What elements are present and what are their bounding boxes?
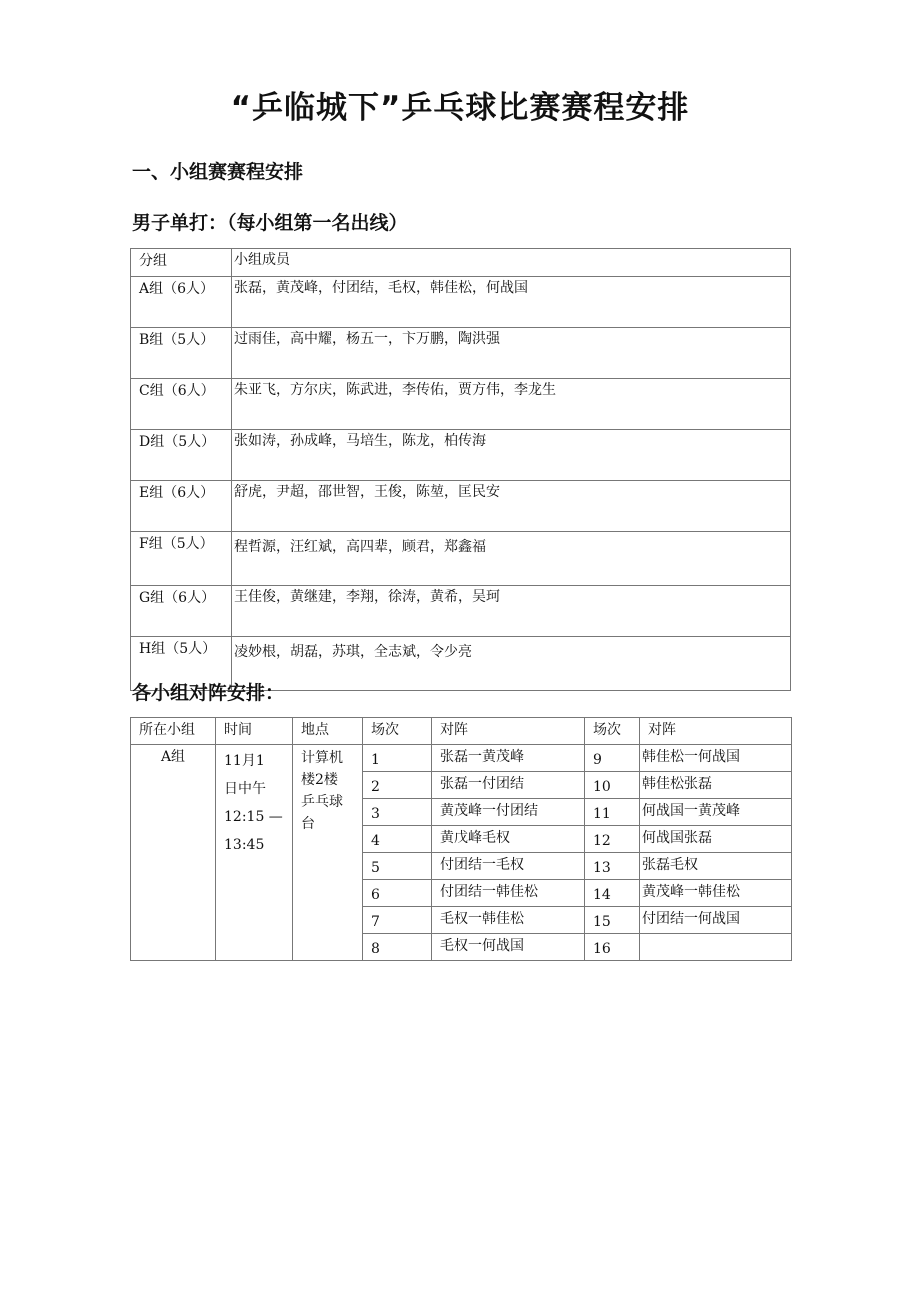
match-number: 7 bbox=[363, 907, 432, 934]
schedule-table bbox=[130, 717, 792, 961]
matchup: 张磊毛权 bbox=[640, 853, 792, 880]
matchup: 付团结一韩佳松 bbox=[432, 880, 585, 907]
table-row bbox=[131, 586, 791, 637]
time-line: 13:45 bbox=[224, 837, 265, 853]
place-line: 台 bbox=[301, 816, 315, 832]
matchup: 付团结一何战国 bbox=[640, 907, 792, 934]
group-cell: E组（6人） bbox=[131, 481, 232, 532]
time-line: 11月1 bbox=[224, 753, 265, 769]
match-number: 2 bbox=[363, 772, 432, 799]
section-heading-matchups: 各小组对阵安排： bbox=[132, 682, 285, 704]
time-line: 12:15 — bbox=[224, 809, 283, 825]
group-cell: C组（6人） bbox=[131, 379, 232, 430]
matchup: 付团结一毛权 bbox=[432, 853, 585, 880]
members-cell: 程哲源，汪红斌，高四辈，顾君，郑鑫福 bbox=[232, 532, 791, 586]
table-header-row bbox=[131, 718, 792, 745]
members-cell: 舒虎，尹超，邵世智，王俊，陈堃，匡民安 bbox=[232, 481, 791, 532]
members-cell: 朱亚飞，方尔庆，陈武进，李传佑，贾方伟，李龙生 bbox=[232, 379, 791, 430]
document-title: “乒临城下”乒乓球比赛赛程安排 bbox=[230, 90, 690, 126]
table-row bbox=[131, 328, 791, 379]
group-cell: G组（6人） bbox=[131, 586, 232, 637]
table-row bbox=[131, 379, 791, 430]
group-cell: F组（5人） bbox=[131, 532, 232, 586]
match-number: 14 bbox=[585, 880, 640, 907]
match-number: 1 bbox=[363, 745, 432, 772]
groups-table bbox=[130, 248, 791, 691]
table-row bbox=[131, 481, 791, 532]
match-number: 8 bbox=[363, 934, 432, 961]
members-cell: 张磊，黄茂峰，付团结，毛权，韩佳松，何战国 bbox=[232, 277, 791, 328]
place-line: 乒乓球 bbox=[301, 794, 343, 810]
time-line: 日中午 bbox=[224, 781, 266, 797]
header-place: 地点 bbox=[293, 718, 363, 745]
table-header-row bbox=[131, 249, 791, 277]
header-group: 分组 bbox=[131, 249, 232, 277]
header-match-no-2: 场次 bbox=[585, 718, 640, 745]
group-cell: A组（6人） bbox=[131, 277, 232, 328]
matchup: 黄茂峰一韩佳松 bbox=[640, 880, 792, 907]
match-number: 16 bbox=[585, 934, 640, 961]
group-cell: H组（5人） bbox=[131, 637, 232, 691]
members-cell: 王佳俊，黄继建，李翔，徐涛，黄希，吴珂 bbox=[232, 586, 791, 637]
members-cell: 过雨佳，高中耀，杨五一，卞万鹏，陶洪强 bbox=[232, 328, 791, 379]
match-number: 12 bbox=[585, 826, 640, 853]
table-row bbox=[131, 532, 791, 586]
matchup: 张磊一付团结 bbox=[432, 772, 585, 799]
match-number: 11 bbox=[585, 799, 640, 826]
matchup: 韩佳松一何战国 bbox=[640, 745, 792, 772]
match-number: 9 bbox=[585, 745, 640, 772]
header-members: 小组成员 bbox=[232, 249, 791, 277]
table-row bbox=[131, 745, 792, 772]
members-cell: 张如涛，孙成峰，马培生，陈龙，柏传海 bbox=[232, 430, 791, 481]
matchup: 毛权一何战国 bbox=[432, 934, 585, 961]
match-number: 4 bbox=[363, 826, 432, 853]
matchup: 毛权一韩佳松 bbox=[432, 907, 585, 934]
section-heading-mens-singles: 男子单打：（每小组第一名出线） bbox=[132, 212, 408, 234]
matchup: 张磊一黄茂峰 bbox=[432, 745, 585, 772]
table-row bbox=[131, 430, 791, 481]
group-cell: B组（5人） bbox=[131, 328, 232, 379]
matchup: 韩佳松张磊 bbox=[640, 772, 792, 799]
match-number: 15 bbox=[585, 907, 640, 934]
header-group: 所在小组 bbox=[131, 718, 216, 745]
matchup: 何战国张磊 bbox=[640, 826, 792, 853]
matchup: 何战国一黄茂峰 bbox=[640, 799, 792, 826]
place-line: 计算机 bbox=[301, 750, 343, 766]
section-heading-group-stage: 一、小组赛赛程安排 bbox=[132, 161, 304, 183]
group-cell: A组 bbox=[131, 745, 216, 961]
match-number: 3 bbox=[363, 799, 432, 826]
match-number: 10 bbox=[585, 772, 640, 799]
matchup bbox=[640, 934, 792, 961]
group-cell: D组（5人） bbox=[131, 430, 232, 481]
match-number: 13 bbox=[585, 853, 640, 880]
time-cell bbox=[216, 745, 293, 961]
members-cell: 凌妙根，胡磊，苏琪，全志斌，令少亮 bbox=[232, 637, 791, 691]
header-matchup: 对阵 bbox=[432, 718, 585, 745]
header-time: 时间 bbox=[216, 718, 293, 745]
header-match-no: 场次 bbox=[363, 718, 432, 745]
place-line: 楼2楼 bbox=[301, 772, 338, 788]
header-matchup-2: 对阵 bbox=[640, 718, 792, 745]
place-cell bbox=[293, 745, 363, 961]
matchup: 黄茂峰一付团结 bbox=[432, 799, 585, 826]
table-row bbox=[131, 277, 791, 328]
match-number: 6 bbox=[363, 880, 432, 907]
matchup: 黄戊峰毛权 bbox=[432, 826, 585, 853]
match-number: 5 bbox=[363, 853, 432, 880]
